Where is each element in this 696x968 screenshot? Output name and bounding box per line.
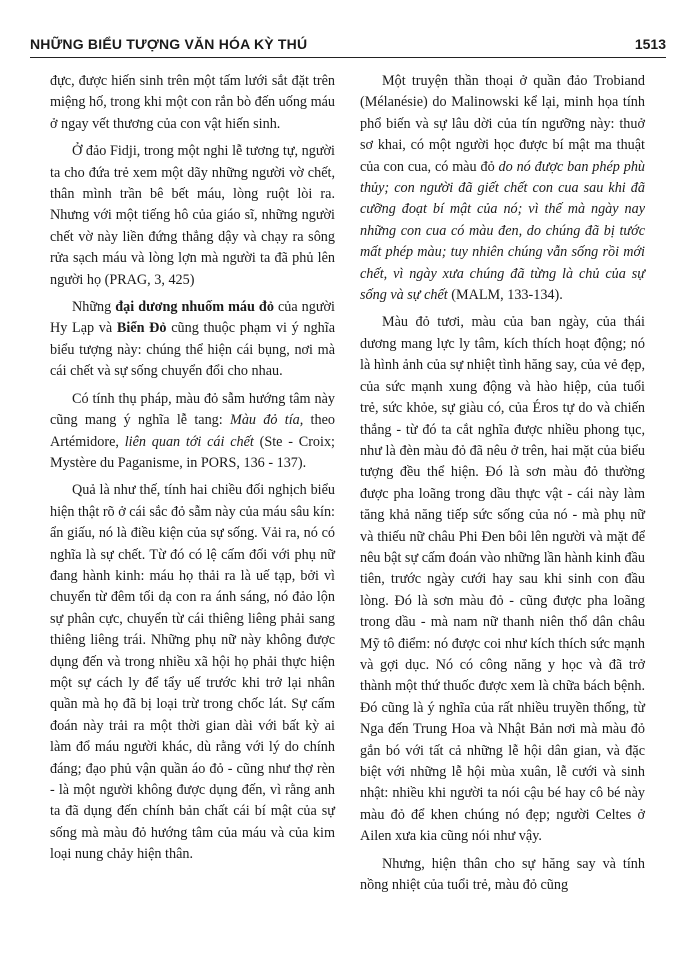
text-run: Có tính thụ pháp, màu đỏ sẫm hướng tâm này cũng mang ý nghĩa lễ tang: — [50, 390, 335, 429]
paragraph — [50, 297, 335, 383]
text-run: Một truyện thần thoại ở quần đảo Trobiand (Mélanésie) do Malinowski kể lại, minh họa tính phổ biến và sự lâu dời của tín ngưỡng này: thuở sơ khai, có một người học được bí mật ma thuật của con cua, có màu đỏ — [360, 73, 645, 175]
text-run: cũng thuộc phạm vi ý nghĩa biểu tượng này: chúng thể hiện cái bụng, nơi mà cái chết và sự sống chuyển đổi cho nhau. — [50, 320, 335, 380]
italic-quote: do nó được ban phép phù thủy; con người đã giết chết con cua sau khi đã cưỡng đoạt bí mật của nó; vì thế mà ngày nay những con cua có màu đen, do chúng đã bị tước mất phép màu; tuy nhiên chúng vẫn sống rồi mới chết, vì ngày xưa chúng đã từng là chủ của sự sống và sự chết — [360, 158, 646, 304]
page-number: 1513 — [634, 36, 666, 52]
right-column — [360, 71, 645, 902]
text-run: (Ste - Croix; Mystère du Paganisme, in PORS, 136 - 137). — [50, 433, 335, 471]
paragraph: Nhưng, hiện thân cho sự hăng say và tính nồng nhiệt của tuổi trẻ, màu đỏ cũng — [360, 855, 645, 894]
text-run: (MALM, 133-134). — [447, 287, 563, 304]
paragraph: đực, được hiến sinh trên một tấm lưới sắt đặt trên miệng hố, trong khi một con rắn bò đến uống máu ở ngay vết thương của con vật hiến sinh. — [50, 73, 335, 132]
paragraph: Màu đỏ tươi, màu của ban ngày, của thái dương mang lực ly tâm, kích thích hoạt động; nó là hình ảnh của sự nhiệt tình hăng say, của vẻ đẹp, của sức mạnh xung động và hào hiệp, của tuổi trẻ, sức khỏe, sự giàu có, của Éros tự do và chiến thắng - từ đó ta cắt nghĩa được nhiều phong tục, như là đèn màu đỏ đã nêu ở trên, hai mặt của biểu tượng đều thể hiện. Đó là sơn màu đỏ thường được pha loãng trong dầu thực vật - cái này làm tăng khả năng tiếp sức sống của nó - mà phụ nữ và thiếu nữ châu Phi Đen bôi lên người và mặt để nêu bật sự cấm đoán vào những lần hành kinh đầu tiên, trước ngày cưới hay sau khi sinh con đầu lòng. Đó là sơn màu đỏ - cũng được pha loãng trong dầu - mà nam nữ thanh niên thổ dân châu Mỹ tô điểm: nó được coi như kích thích sức mạnh và gợi dục. Nó có công năng y học và đã trở thành một thứ thuốc được xem là chữa bách bệnh. Đó cũng là ý nghĩa của rất nhiều truyền thống, từ Nga đến Trung Hoa và Nhật Bản nơi mà màu đỏ gắn bó với tất cả những lễ hội dân gian, và đặc biệt với những lễ hội mùa xuân, lễ cưới và sinh nhật: nhiều khi người ta nói cậu bé hay cô bé này màu đỏ để khen chúng nó đẹp; người Celtes ở Ailen xưa kia cũng nói như vậy. — [360, 314, 645, 845]
header-title: NHỮNG BIỂU TƯỢNG VĂN HÓA KỲ THÚ — [30, 36, 308, 52]
text-run: theo Artémidore, — [50, 412, 335, 450]
left-column — [50, 71, 335, 872]
italic-quote: liên quan tới cái chết — [124, 433, 254, 450]
running-header — [30, 33, 666, 58]
text-run: Những — [72, 299, 116, 316]
text-run: của người Hy Lạp và — [50, 299, 335, 337]
paragraph — [360, 71, 645, 306]
paragraph — [50, 389, 335, 475]
paragraph: Quả là như thế, tính hai chiều đối nghịch biểu hiện thật rõ ở cái sắc đỏ sẫm này của máu sâu kín: ẩn giấu, nó là điều kiện của sự sống. Vải ra, nó có nghĩa là sự chết. Từ đó có lệ cấm đối với phụ nữ đang hành kinh: máu họ thải ra là uế tạp, bởi vì chuyển từ đêm tối dạ con ra ánh sáng, nó đảo lộn sự phân cực, chuyển từ cái thiêng liêng phải sang thiêng liêng trái. Những phụ nữ này không được dụng đến và trong nhiều xã hội họ phải thực hiện một sự cách ly để tẩy uế trước khi trở lại nhân quần mà họ đã bị loại trừ trong chốc lát. Sự cấm đoán này trải ra một thời gian dài với bất kỳ ai làm đổ máu người khác, dù rằng với lý do chính đáng; đạo phủ vận quần áo đỏ - cũng như thợ rèn - là một người không được dụng đến, vì rằng anh ta đã dụng đến chính bản chất cái bí mật của sự sống mà màu đỏ hướng tâm của máu và của kim loại nung chảy hiện thân. — [50, 482, 335, 863]
bold-term: Biển Đỏ — [116, 320, 167, 337]
italic-quote: Màu đỏ tía, — [230, 412, 304, 429]
bold-term: đại dương nhuốm máu đỏ — [115, 299, 274, 316]
paragraph: Ở đảo Fidji, trong một nghi lễ tương tự, người ta cho đứa trẻ xem một dãy những người vờ chết, thân mình trần bê bết máu, lòng ruột lòi ra. Nhưng với một tiếng hô của giáo sĩ, những người chết vờ này liền đứng thẳng dậy và chạy ra sông rửa sạch máu và lòng lợn mà người ta đã phủ lên người họ (PRAG, 3, 425) — [50, 143, 335, 288]
